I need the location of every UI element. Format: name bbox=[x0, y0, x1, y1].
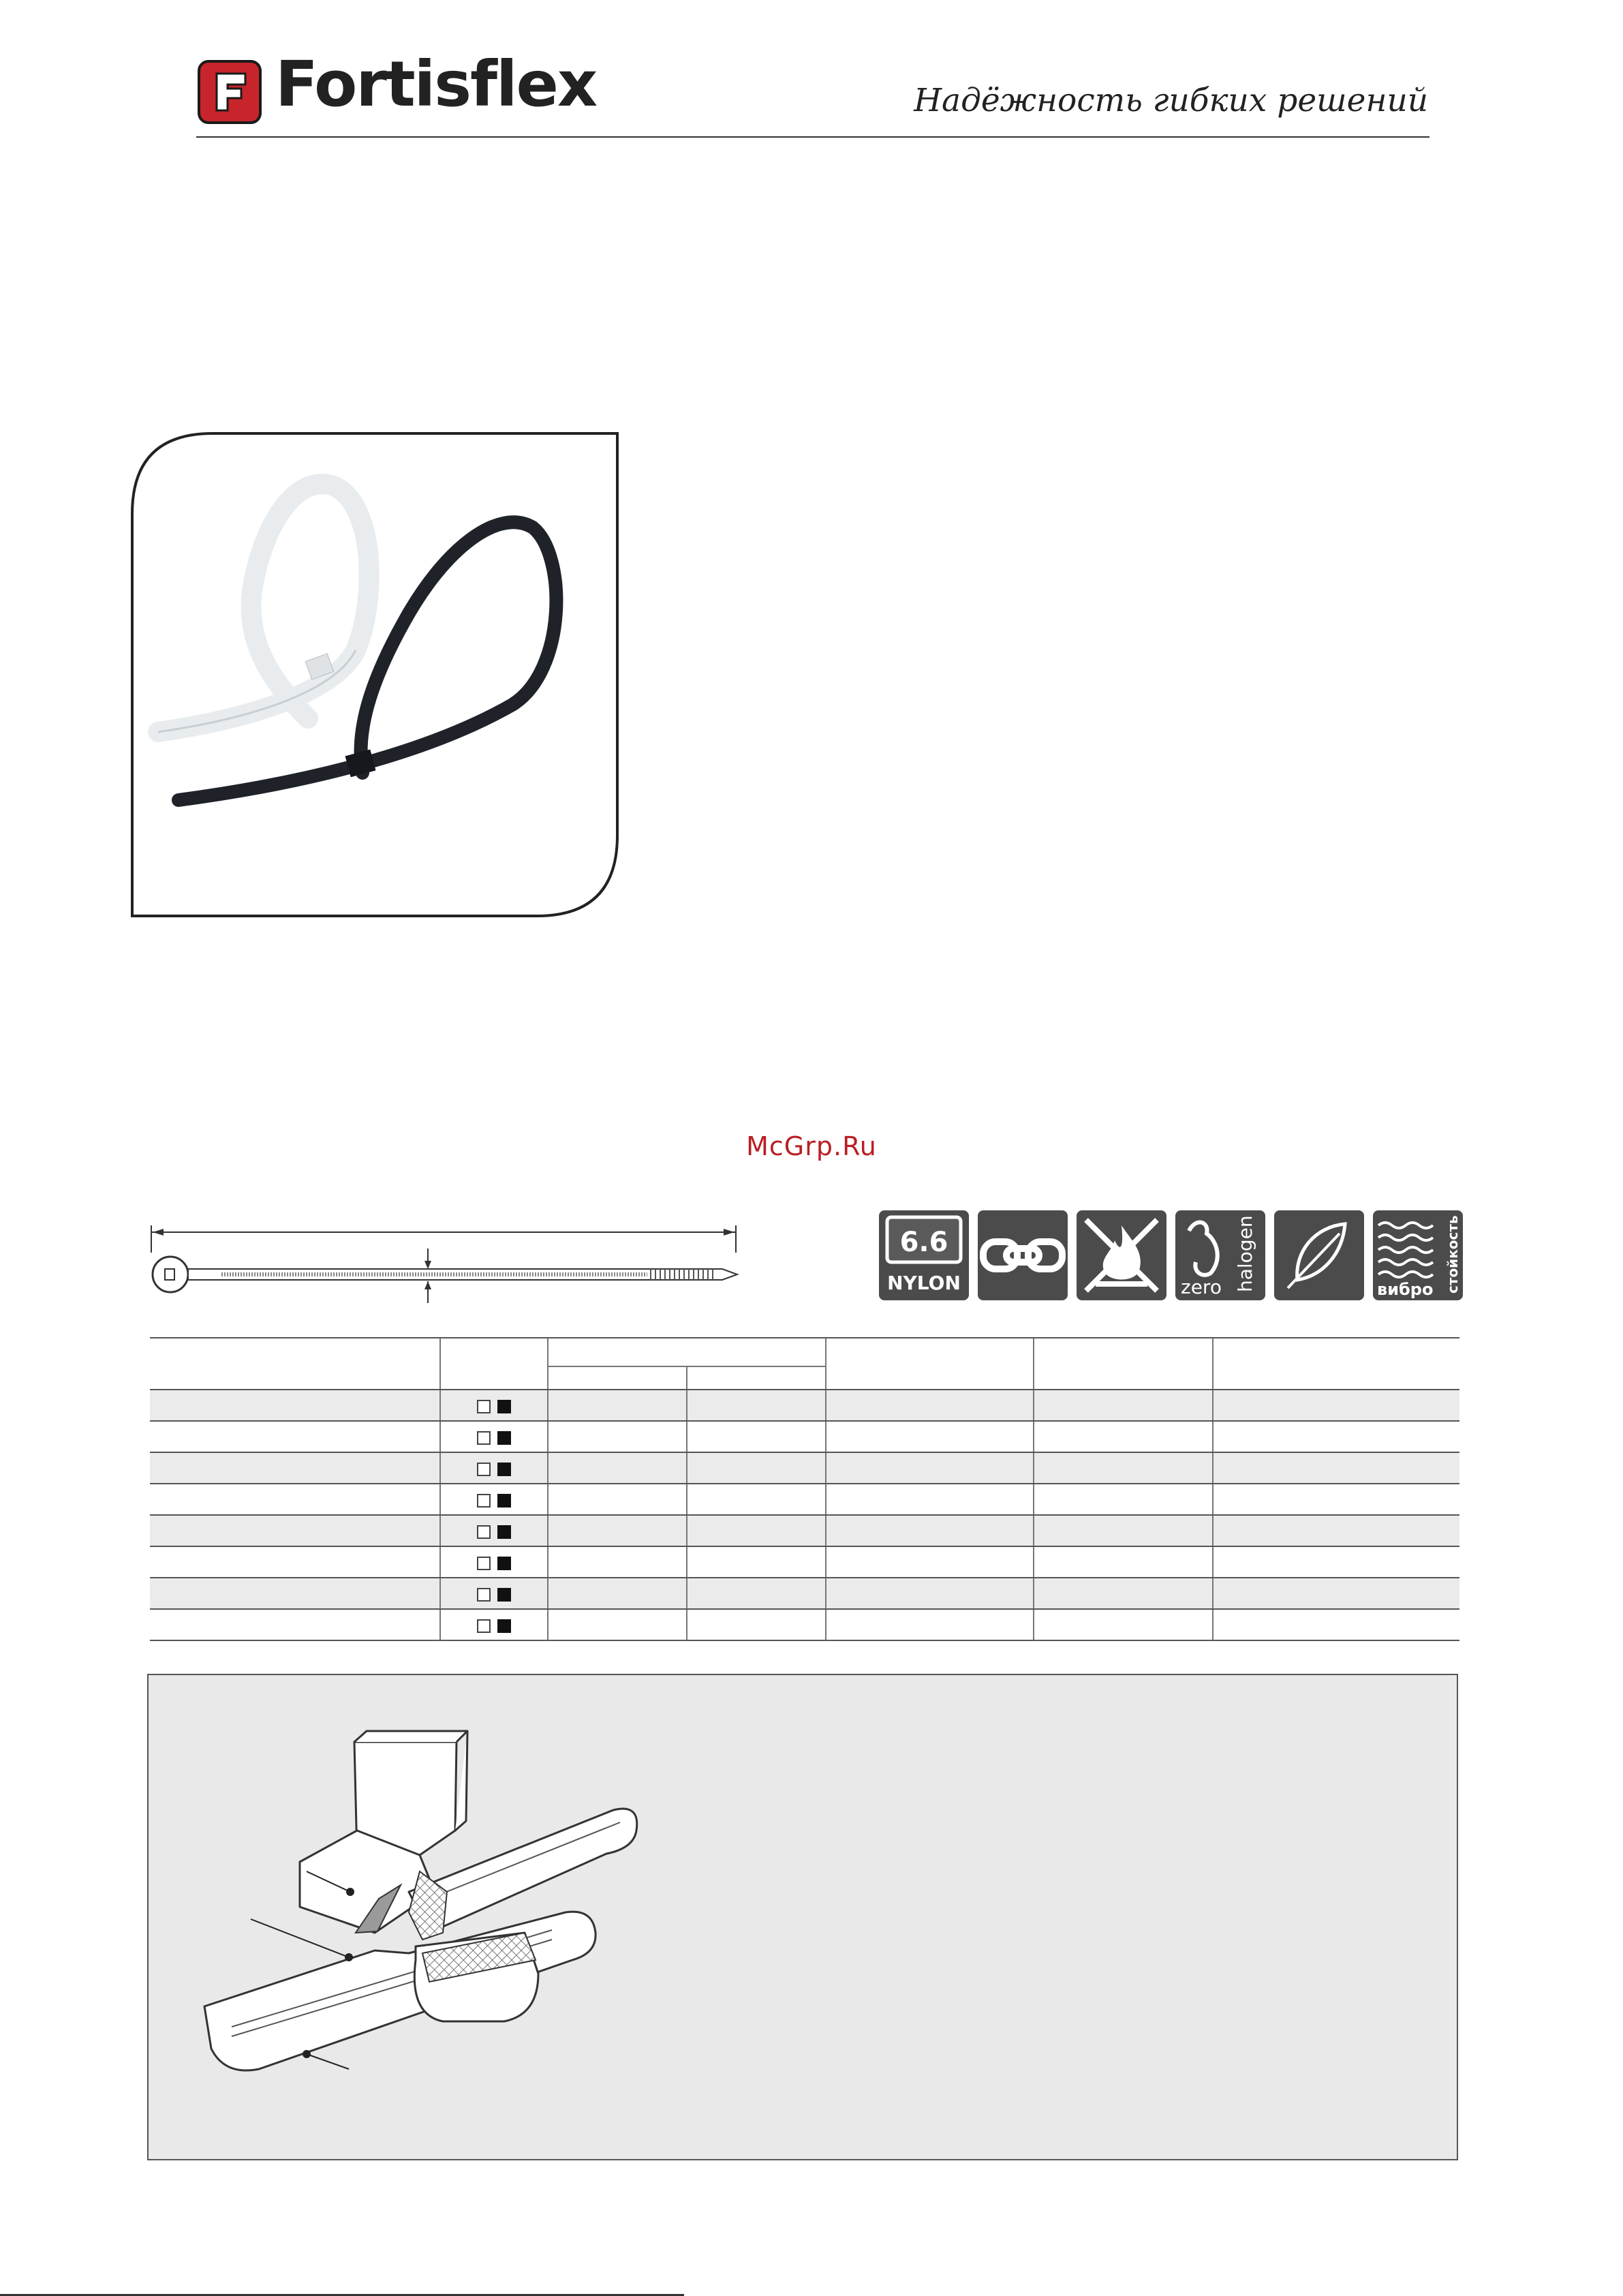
no-flame-icon bbox=[1077, 1210, 1166, 1300]
header-cell bbox=[687, 1366, 826, 1390]
slogan: Надёжность гибких решений bbox=[914, 82, 1428, 119]
table-row bbox=[150, 1578, 1459, 1609]
white-swatch bbox=[477, 1588, 491, 1602]
watermark: McGrp.Ru bbox=[746, 1131, 877, 1161]
header-cell bbox=[1213, 1338, 1459, 1366]
black-swatch bbox=[497, 1463, 511, 1476]
header-cell bbox=[826, 1366, 1034, 1390]
black-swatch bbox=[497, 1557, 511, 1570]
header-cell bbox=[440, 1338, 548, 1366]
white-swatch bbox=[477, 1400, 491, 1413]
header-cell bbox=[548, 1366, 687, 1390]
nylon-icon bbox=[879, 1210, 969, 1300]
black-swatch bbox=[497, 1494, 511, 1507]
header-divider bbox=[196, 136, 1429, 138]
svg-text:стойкость: стойкость bbox=[1444, 1215, 1461, 1294]
header-cell bbox=[826, 1338, 1034, 1366]
header-cell bbox=[150, 1366, 440, 1390]
black-swatch bbox=[497, 1525, 511, 1539]
header-cell bbox=[1213, 1366, 1459, 1390]
black-swatch bbox=[497, 1400, 511, 1413]
zero-halogen-icon bbox=[1175, 1210, 1265, 1300]
white-swatch bbox=[477, 1431, 491, 1445]
table-row bbox=[150, 1390, 1459, 1421]
table-row bbox=[150, 1421, 1459, 1452]
header-cell bbox=[440, 1366, 548, 1390]
svg-text:вибро: вибро bbox=[1377, 1280, 1434, 1299]
white-swatch bbox=[477, 1525, 491, 1539]
white-swatch bbox=[477, 1619, 491, 1633]
white-swatch bbox=[477, 1463, 491, 1476]
spec-table bbox=[150, 1337, 1459, 1641]
table-row bbox=[150, 1515, 1459, 1546]
svg-text:NYLON: NYLON bbox=[887, 1272, 961, 1294]
feather-icon bbox=[1274, 1210, 1364, 1300]
logo-icon bbox=[198, 60, 262, 124]
table-row bbox=[150, 1546, 1459, 1578]
svg-text:zero: zero bbox=[1181, 1276, 1222, 1298]
vibration-icon bbox=[1373, 1210, 1463, 1300]
header-cell bbox=[150, 1338, 440, 1366]
black-swatch bbox=[497, 1431, 511, 1445]
header-cell bbox=[1034, 1338, 1213, 1366]
svg-text:6.6: 6.6 bbox=[899, 1227, 948, 1258]
table-row bbox=[150, 1452, 1459, 1484]
brand-name: Fortisflex bbox=[275, 48, 597, 121]
table-row bbox=[150, 1484, 1459, 1515]
lock-mechanism-drawing bbox=[184, 1728, 675, 2096]
feature-icons bbox=[879, 1210, 1465, 1300]
cable-tie-drawing bbox=[143, 1212, 743, 1307]
header-cell bbox=[1034, 1366, 1213, 1390]
product-photo bbox=[131, 432, 619, 917]
table-row bbox=[150, 1609, 1459, 1640]
black-swatch bbox=[497, 1619, 511, 1633]
chain-icon bbox=[978, 1210, 1068, 1300]
svg-text:halogen: halogen bbox=[1234, 1215, 1256, 1292]
black-swatch bbox=[497, 1588, 511, 1602]
white-swatch bbox=[477, 1494, 491, 1507]
header-cell bbox=[548, 1338, 826, 1366]
white-swatch bbox=[477, 1557, 491, 1570]
